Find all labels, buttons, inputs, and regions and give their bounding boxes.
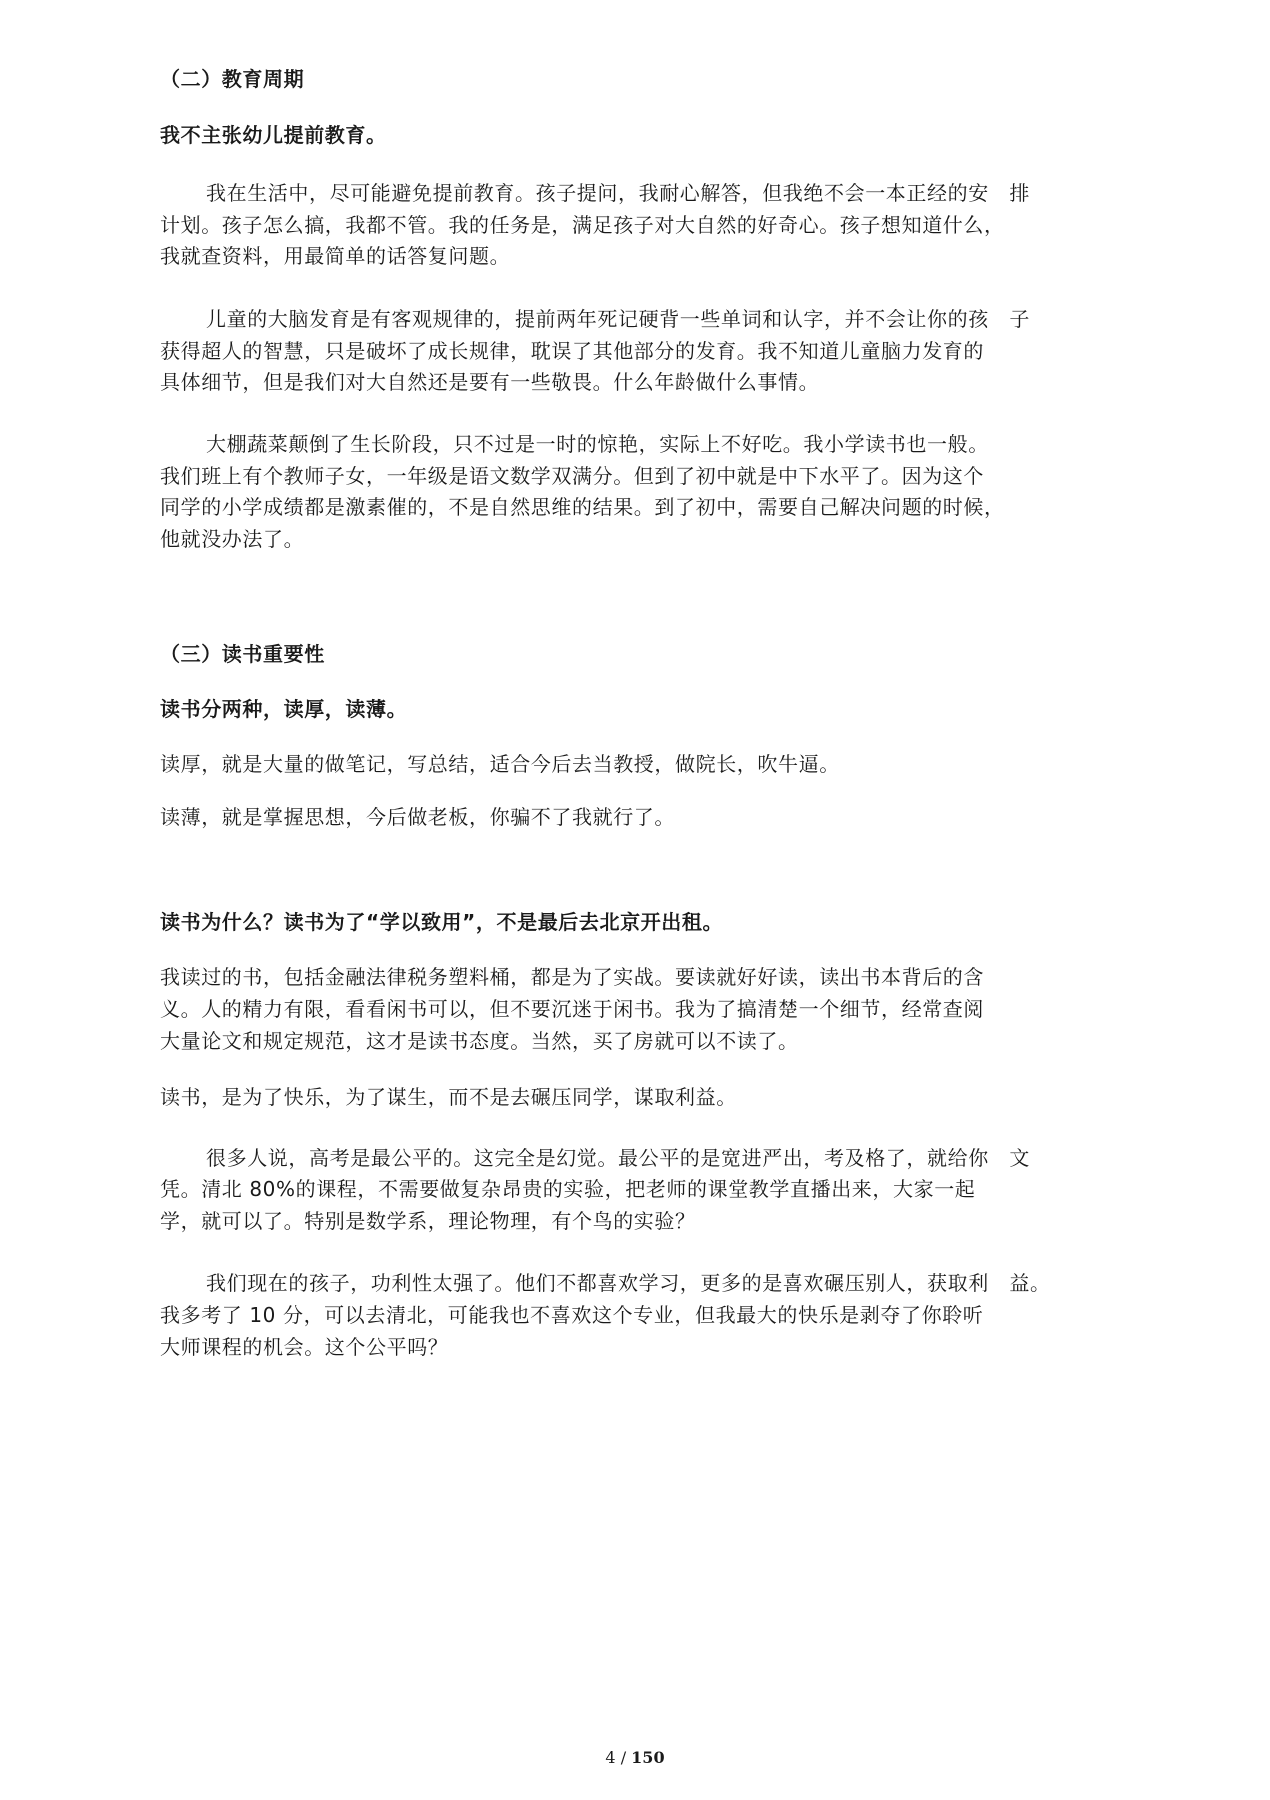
paragraph-read-thin: 读薄，就是掌握思想，今后做老板，你骗不了我就行了。: [160, 805, 675, 829]
paragraph-line: 同学的小学成绩都是激素催的，不是自然思维的结果。到了初中，需要自己解决问题的时候，: [160, 495, 1005, 519]
section-heading-reading-importance: （三）读书重要性: [160, 642, 325, 666]
paragraph-line: 义。人的精力有限，看看闲书可以，但不要沉迷于闲书。我为了搞清楚一个细节，经常查阅: [160, 997, 984, 1021]
paragraph-line: 我们现在的孩子，功利性太强了。他们不都喜欢学习，更多的是喜欢碾压别人，获取利 益。: [206, 1271, 1051, 1295]
paragraph-reading-for-joy: 读书，是为了快乐，为了谋生，而不是去碾压同学，谋取利益。: [160, 1085, 737, 1109]
total-pages: 150: [631, 1748, 665, 1767]
question-why-read: 读书为什么？读书为了“学以致用”，不是最后去北京开出租。: [160, 910, 724, 934]
thesis-statement-early-education: 我不主张幼儿提前教育。: [160, 123, 387, 147]
thesis-statement-two-ways-reading: 读书分两种，读厚，读薄。: [160, 697, 408, 721]
paragraph-line: 我读过的书，包括金融法律税务塑料桶，都是为了实战。要读就好好读，读出书本背后的含: [160, 965, 984, 989]
page-number: [0, 1748, 1270, 1767]
paragraph-line: 我在生活中，尽可能避免提前教育。孩子提问，我耐心解答，但我绝不会一本正经的安 排: [206, 181, 1030, 205]
current-page: 4: [605, 1748, 616, 1767]
paragraph-line: 计划。孩子怎么搞，我都不管。我的任务是，满足孩子对大自然的好奇心。孩子想知道什么，: [160, 213, 1005, 237]
paragraph-line: 大棚蔬菜颠倒了生长阶段，只不过是一时的惊艳，实际上不好吃。我小学读书也一般。: [206, 432, 989, 456]
paragraph-line: 我就查资料，用最简单的话答复问题。: [160, 244, 511, 268]
paragraph-line: 我们班上有个教师子女，一年级是语文数学双满分。但到了初中就是中下水平了。因为这个: [160, 464, 984, 488]
page-separator: /: [615, 1748, 632, 1767]
paragraph-line: 儿童的大脑发育是有客观规律的，提前两年死记硬背一些单词和认字，并不会让你的孩 子: [206, 307, 1030, 331]
paragraph-line: 具体细节，但是我们对大自然还是要有一些敬畏。什么年龄做什么事情。: [160, 370, 820, 394]
paragraph-line: 学，就可以了。特别是数学系，理论物理，有个鸟的实验？: [160, 1209, 696, 1233]
section-heading-education-cycle: （二）教育周期: [160, 67, 305, 91]
paragraph-line: 大师课程的机会。这个公平吗？: [160, 1335, 449, 1359]
paragraph-read-thick: 读厚，就是大量的做笔记，写总结，适合今后去当教授，做院长，吹牛逼。: [160, 752, 840, 776]
paragraph-line: 我多考了 10 分，可以去清北，可能我也不喜欢这个专业，但我最大的快乐是剥夺了你聆听: [160, 1303, 984, 1327]
paragraph-line: 获得超人的智慧，只是破坏了成长规律，耽误了其他部分的发育。我不知道儿童脑力发育的: [160, 339, 984, 363]
paragraph-line: 大量论文和规定规范，这才是读书态度。当然，买了房就可以不读了。: [160, 1029, 799, 1053]
paragraph-line: 凭。清北 80%的课程，不需要做复杂昂贵的实验，把老师的课堂教学直播出来，大家一起: [160, 1177, 976, 1201]
paragraph-line: 他就没办法了。: [160, 527, 305, 551]
paragraph-line: 很多人说，高考是最公平的。这完全是幻觉。最公平的是宽进严出，考及格了，就给你 文: [206, 1146, 1030, 1170]
